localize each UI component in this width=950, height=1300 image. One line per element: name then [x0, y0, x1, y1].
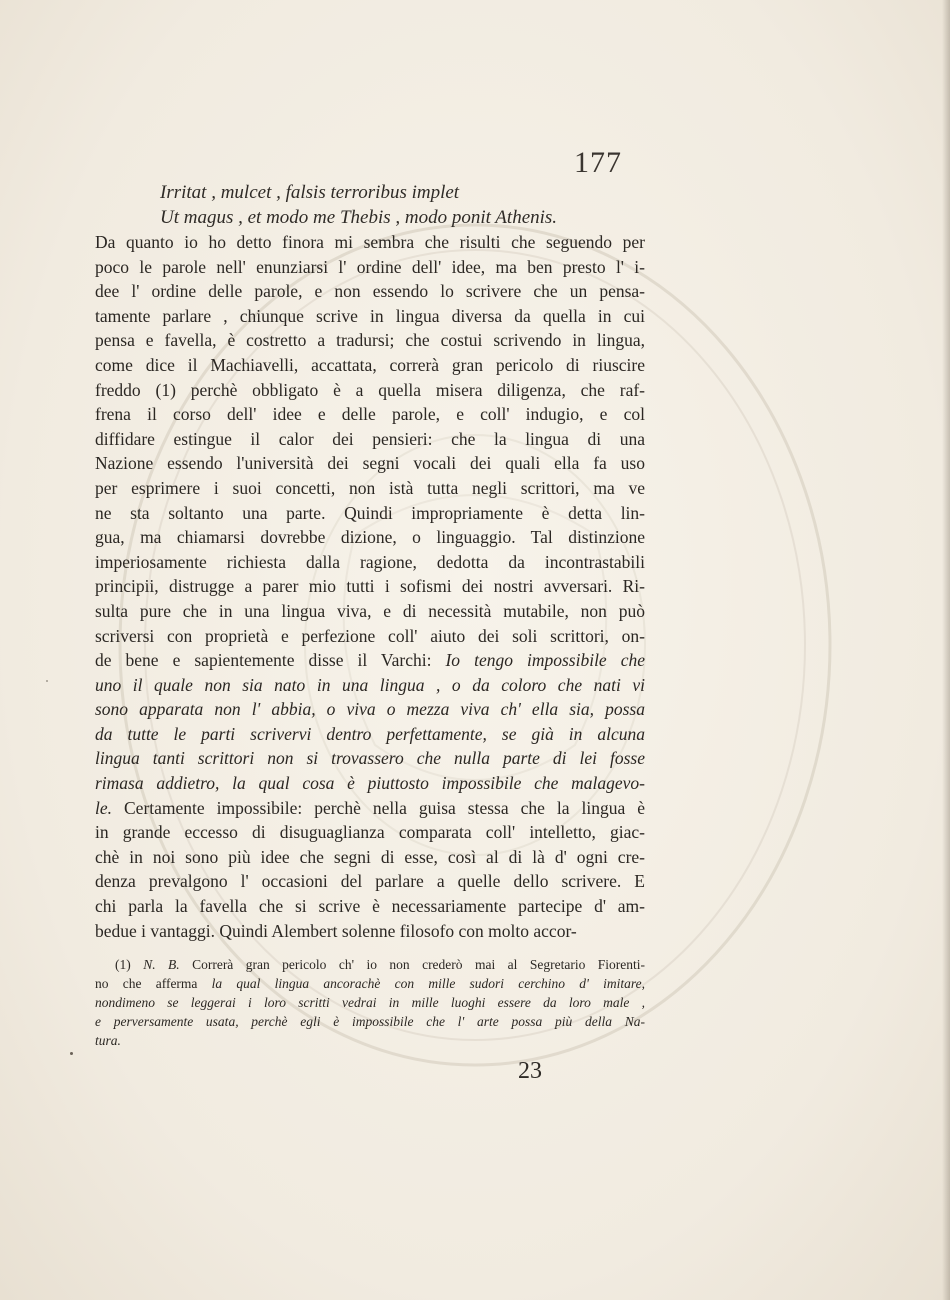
text-run: Correrà gran pericolo ch' io non crederò mai al Segretario Fiorenti- [179, 957, 645, 972]
text-line [95, 574, 645, 599]
italic-run: uno il quale non sia nato in una lingua , o da coloro che nati vi [95, 674, 645, 695]
text-run: no che afferma [95, 976, 212, 991]
text-line [95, 919, 645, 944]
text-run: poco le parole nell' enunziarsi l' ordine dell' idee, ma ben presto l' i- [95, 256, 645, 277]
text-run: bedue i vantaggi. Quindi Alembert solenne filosofo con molto accor- [95, 920, 577, 941]
italic-run: N. B. [143, 957, 180, 972]
text-run: dee l' ordine delle parole, e non essendo lo scrivere che un pensa- [95, 281, 645, 302]
paper-speck [70, 1052, 73, 1055]
text-run: freddo (1) perchè obbligato è a quella misera diligenza, che raf- [95, 379, 645, 400]
text-run: per esprimere i suoi concetti, non istà tutta negli scrittori, ma ve [95, 477, 645, 498]
page-number: 177 [574, 146, 622, 179]
text-run: Da quanto io ho detto finora mi sembra che risulti che seguendo per [95, 232, 645, 252]
text-line [95, 746, 645, 771]
text-run: imperiosamente richiesta dalla ragione, dedotta da incontrastabili [95, 551, 645, 572]
text-line [95, 501, 645, 526]
text-line [95, 402, 645, 427]
text-line [95, 796, 645, 821]
text-line [95, 550, 645, 575]
text-run: principii, distrugge a parer mio tutti i sofismi dei nostri avversari. Ri- [95, 576, 645, 597]
italic-run: la qual lingua ancorachè con mille sudori cerchino d' imitare, [211, 976, 645, 991]
text-line [95, 648, 645, 673]
italic-run: tura. [95, 1033, 121, 1048]
text-run: gua, ma chiamarsi dovrebbe dizione, o linguaggio. Tal distinzione [95, 527, 645, 548]
text-line [95, 304, 645, 329]
text-run: frena il corso dell' idee e delle parole, e coll' indugio, e col [95, 404, 645, 425]
text-run: tamente parlare , chiunque scrive in lingua diversa da quella in cui [95, 305, 645, 326]
text-line [95, 624, 645, 649]
text-line [95, 279, 645, 304]
text-run: scriversi con proprietà e perfezione coll' aiuto dei soli scrittori, on- [95, 625, 645, 646]
italic-run: le. [95, 797, 113, 818]
text-line [95, 845, 645, 870]
text-line [95, 427, 645, 452]
italic-run: lingua tanti scrittori non si trovassero che nulla parte di lei fosse [95, 748, 645, 769]
text-run: sulta pure che in una lingua viva, e di necessità mutabile, non può [95, 600, 645, 621]
italic-run: sono apparata non l' abbia, o viva o mezza viva ch' ella sia, possa [95, 699, 645, 720]
text-line [95, 525, 645, 550]
text-run: de bene e sapientemente disse il Varchi: [95, 650, 446, 671]
text-line [95, 328, 645, 353]
footnote-line [95, 1012, 645, 1031]
text-line [95, 820, 645, 845]
footnote-line [95, 974, 645, 993]
text-run: chi parla la favella che si scrive è necessariamente partecipe d' am- [95, 896, 645, 917]
text-line [95, 378, 645, 403]
text-line [95, 697, 645, 722]
text-line [95, 230, 645, 255]
verse-line: Ut magus , et modo me Thebis , modo ponit Athenis. [160, 207, 558, 228]
text-run: denza prevalgono l' occasioni del parlare a quelle dello scrivere. E [95, 871, 645, 892]
text-line [95, 894, 645, 919]
text-line [95, 869, 645, 894]
footnote-line [95, 993, 645, 1012]
page-edge-shadow [942, 0, 950, 1300]
text-run: chè in noi sono più idee che segni di esse, così al di là d' ogni cre- [95, 846, 645, 867]
footnote-line [95, 955, 645, 974]
verse-line: Irritat , mulcet , falsis terroribus implet [160, 182, 460, 203]
signature-mark: 23 [518, 1058, 542, 1084]
text-run: Certamente impossibile: perchè nella guisa stessa che la lingua è [112, 797, 645, 818]
text-line [95, 722, 645, 747]
text-line [95, 599, 645, 624]
footnote-line [95, 1031, 645, 1050]
text-run: pensa e favella, è costretto a tradursi; che costui scrivendo in lingua, [95, 330, 645, 351]
footnote-block [95, 955, 645, 1050]
text-line [95, 476, 645, 501]
italic-run: nondimeno se leggerai i loro scritti vedrai in mille luoghi essere da loro male , [95, 995, 645, 1010]
text-line [95, 771, 645, 796]
italic-run: da tutte le parti scrivervi dentro perfettamente, se già in alcuna [95, 723, 645, 744]
italic-run: e perversamente usata, perchè egli è impossibile che l' arte possa più della Na- [95, 1014, 645, 1029]
text-line [95, 673, 645, 698]
italic-run: rimasa addietro, la qual cosa è piuttosto impossibile che malagevo- [95, 773, 645, 794]
main-text-block [95, 230, 645, 943]
text-line [95, 451, 645, 476]
text-line [95, 353, 645, 378]
text-run: diffidare estingue il calor dei pensieri: che la lingua di una [95, 428, 645, 449]
paper-speck [46, 680, 48, 682]
text-line [95, 255, 645, 280]
text-run: come dice il Machiavelli, accattata, correrà gran pericolo di riuscire [95, 354, 645, 375]
text-run: Nazione essendo l'università dei segni vocali dei quali ella fa uso [95, 453, 645, 474]
text-run: (1) [115, 957, 144, 972]
text-run: ne sta soltanto una parte. Quindi impropriamente è detta lin- [95, 502, 645, 523]
italic-run: Io tengo impossibile che [445, 650, 646, 671]
text-run: in grande eccesso di disuguaglianza comparata coll' intelletto, giac- [95, 822, 645, 843]
